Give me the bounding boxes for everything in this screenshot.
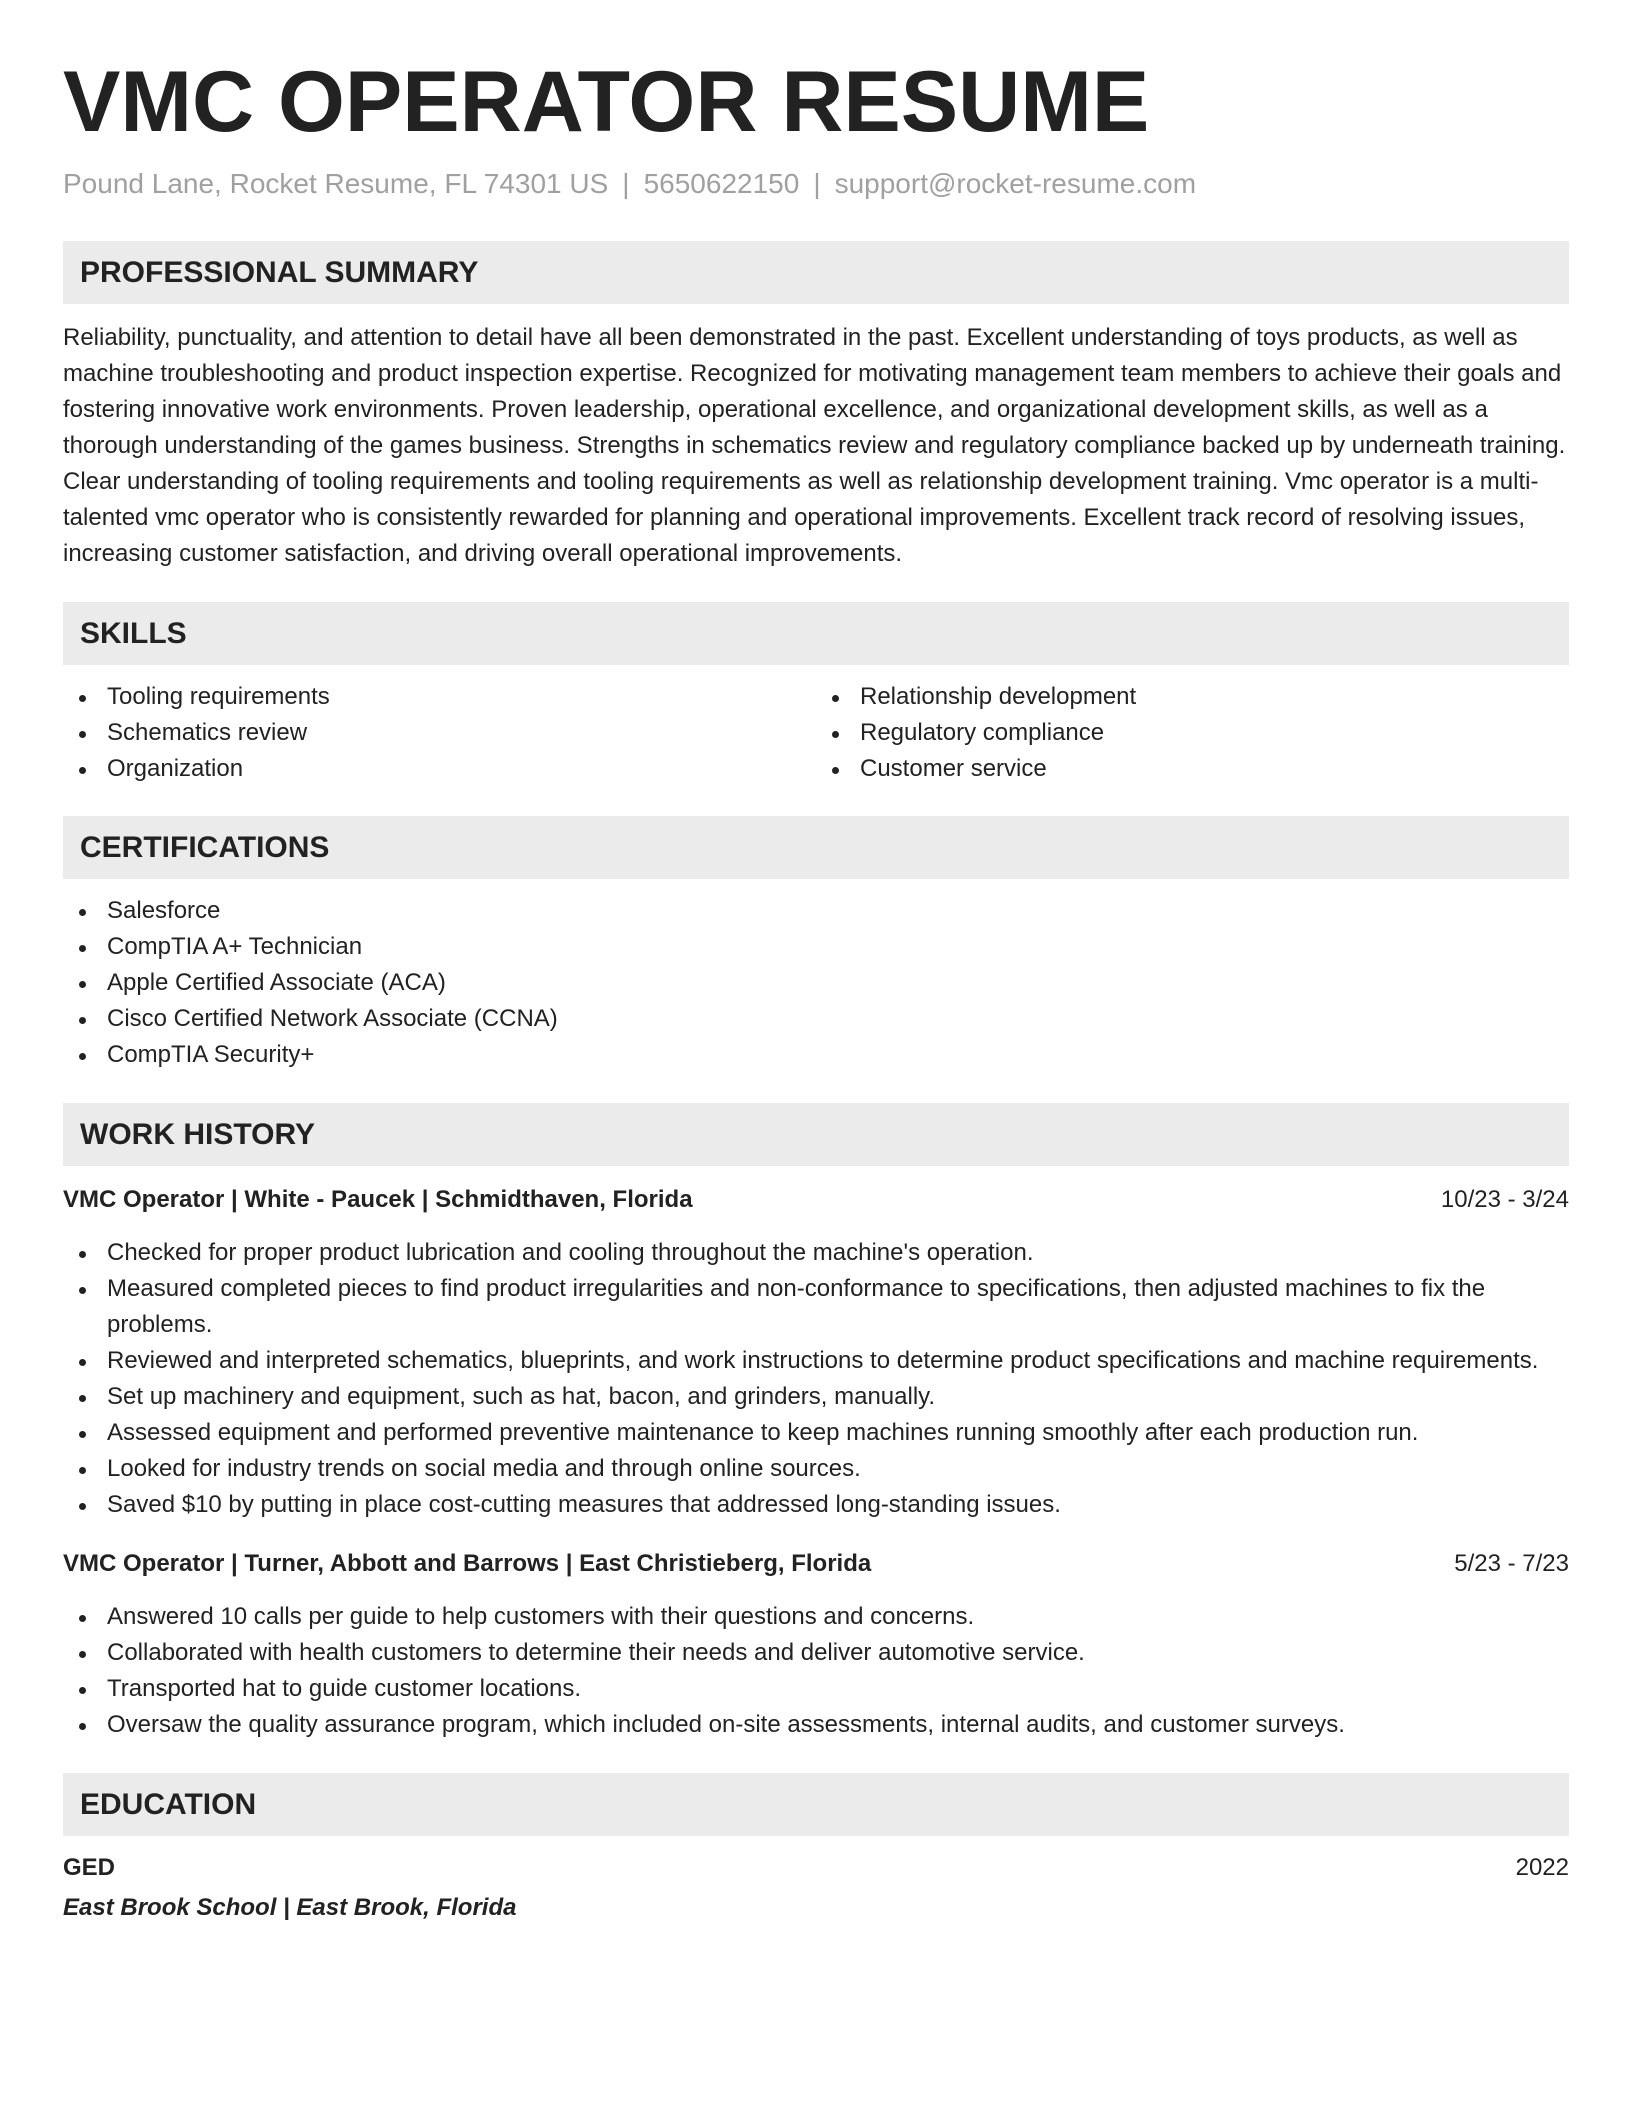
contact-email: support@rocket-resume.com <box>834 168 1197 199</box>
job-bullet: Saved $10 by putting in place cost-cutting measures that addressed long-standing issues. <box>63 1487 1569 1523</box>
certifications-list <box>63 893 1569 1073</box>
job-dates: 10/23 - 3/24 <box>1440 1186 1569 1213</box>
job-header <box>63 1182 1569 1218</box>
skills-heading: SKILLS <box>63 602 1569 665</box>
job-bullet: Assessed equipment and performed preventive maintenance to keep machines running smoothly after each production run. <box>63 1415 1569 1451</box>
summary-heading: PROFESSIONAL SUMMARY <box>63 241 1569 304</box>
contact-separator: | <box>622 168 630 199</box>
certifications-heading: CERTIFICATIONS <box>63 816 1569 879</box>
certification-item: CompTIA A+ Technician <box>63 929 1569 965</box>
resume-title: VMC OPERATOR RESUME <box>63 54 1150 150</box>
skills-column-right <box>816 679 1569 787</box>
skill-item: Schematics review <box>63 715 816 751</box>
education-heading: EDUCATION <box>63 1773 1569 1836</box>
job-bullet: Collaborated with health customers to determine their needs and deliver automotive service. <box>63 1635 1569 1671</box>
job-bullet: Set up machinery and equipment, such as hat, bacon, and grinders, manually. <box>63 1379 1569 1415</box>
skill-item: Tooling requirements <box>63 679 816 715</box>
job-title: VMC Operator | White - Paucek | Schmidthaven, Florida <box>63 1186 693 1213</box>
contact-separator: | <box>813 168 821 199</box>
skills-list <box>63 679 1569 787</box>
contact-address: Pound Lane, Rocket Resume, FL 74301 US <box>63 168 609 199</box>
contact-phone: 5650622150 <box>643 168 800 199</box>
job-bullets <box>63 1599 1569 1743</box>
work-history-heading: WORK HISTORY <box>63 1103 1569 1166</box>
education-school: East Brook School | East Brook, Florida <box>63 1894 517 1921</box>
job-bullet: Answered 10 calls per guide to help customers with their questions and concerns. <box>63 1599 1569 1635</box>
summary-text: Reliability, punctuality, and attention to detail have all been demonstrated in the past. Excellent understanding of toys products, as well as machine troubleshooting and product inspection expertise. Recognized for motivating management team members to achieve their goals and fostering innovative work environments. Proven leadership, operational excellence, and organizational development skills, as well as a thorough understanding of the games business. Strengths in schematics review and regulatory compliance backed up by underneath training. Clear understanding of tooling requirements and tooling requirements as well as relationship development training. Vmc operator is a multi-talented vmc operator who is consistently rewarded for planning and operational improvements. Excellent track record of resolving issues, increasing customer satisfaction, and driving overall operational improvements. <box>63 324 1566 567</box>
certification-item: Apple Certified Associate (ACA) <box>63 965 1569 1001</box>
job-bullet: Looked for industry trends on social media and through online sources. <box>63 1451 1569 1487</box>
job-bullets <box>63 1235 1569 1523</box>
skill-item: Relationship development <box>816 679 1569 715</box>
skills-column-left <box>63 679 816 787</box>
education-degree: GED <box>63 1854 116 1881</box>
job-bullet: Transported hat to guide customer locations. <box>63 1671 1569 1707</box>
education-header <box>63 1850 1569 1886</box>
job-dates: 5/23 - 7/23 <box>1454 1550 1569 1577</box>
job-header <box>63 1546 1569 1582</box>
contact-line <box>63 164 1569 204</box>
skill-item: Regulatory compliance <box>816 715 1569 751</box>
job-bullet: Oversaw the quality assurance program, which included on-site assessments, internal audits, and customer surveys. <box>63 1707 1569 1743</box>
job-bullet: Measured completed pieces to find product irregularities and non-conformance to specifications, then adjusted machines to fix the problems. <box>63 1271 1569 1343</box>
skill-item: Organization <box>63 751 816 787</box>
education-year: 2022 <box>1515 1854 1569 1881</box>
job-bullet: Reviewed and interpreted schematics, blueprints, and work instructions to determine product specifications and machine requirements. <box>63 1343 1569 1379</box>
skill-item: Customer service <box>816 751 1569 787</box>
certification-item: CompTIA Security+ <box>63 1037 1569 1073</box>
certification-item: Cisco Certified Network Associate (CCNA) <box>63 1001 1569 1037</box>
job-title: VMC Operator | Turner, Abbott and Barrows | East Christieberg, Florida <box>63 1550 872 1577</box>
job-bullet: Checked for proper product lubrication and cooling throughout the machine's operation. <box>63 1235 1569 1271</box>
certification-item: Salesforce <box>63 893 1569 929</box>
